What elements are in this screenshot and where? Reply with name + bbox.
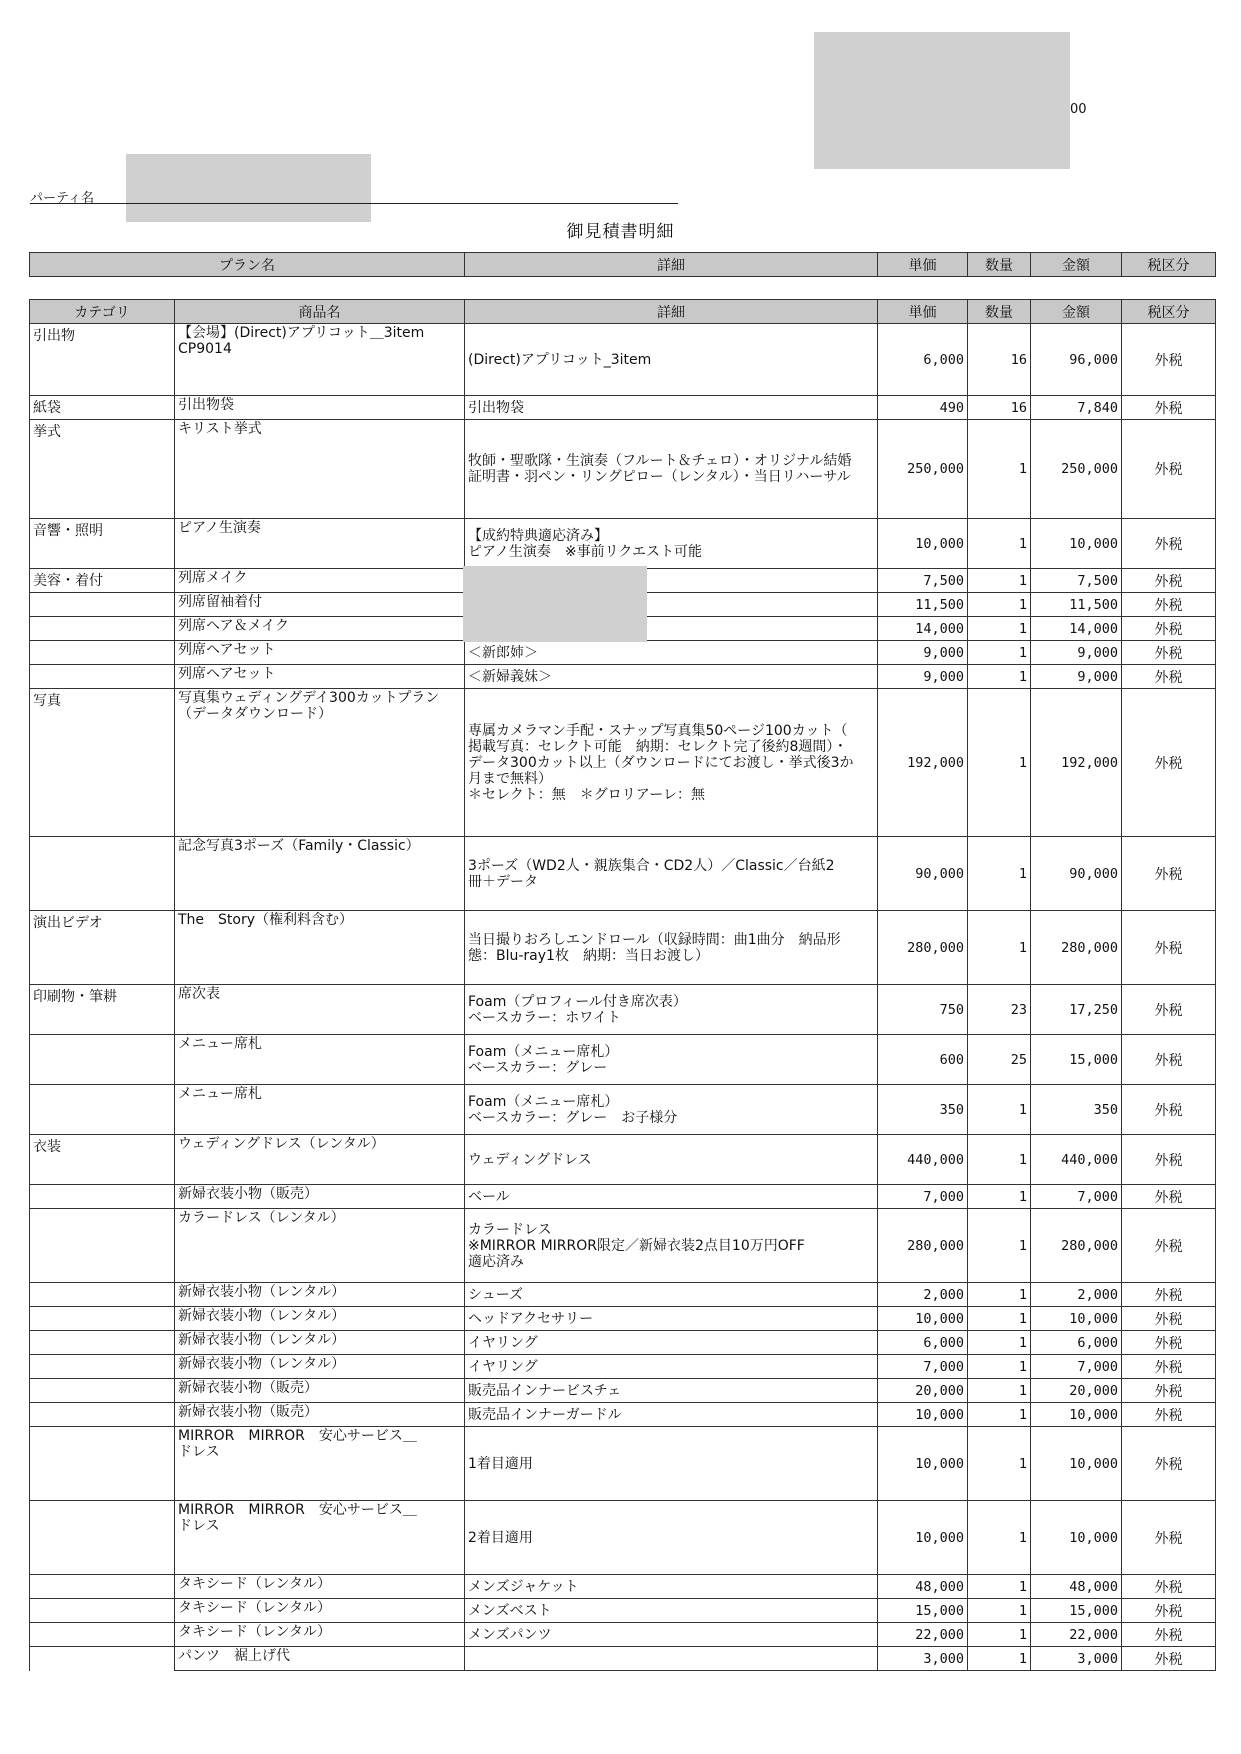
detail-cell: イヤリング bbox=[465, 1355, 878, 1379]
tax-type-cell: 外税 bbox=[1122, 1599, 1216, 1623]
detail-cell: ウェディングドレス bbox=[465, 1135, 878, 1185]
unit-price-cell: 10,000 bbox=[878, 1427, 968, 1501]
detail-cell: ベール bbox=[465, 1185, 878, 1209]
tax-type-cell: 外税 bbox=[1122, 420, 1216, 519]
detail-cell: 販売品インナービスチェ bbox=[465, 1379, 878, 1403]
item-name-cell: カラードレス（レンタル） bbox=[175, 1209, 465, 1283]
detail-cell: シューズ bbox=[465, 1283, 878, 1307]
unit-price-cell: 20,000 bbox=[878, 1379, 968, 1403]
table-row bbox=[30, 985, 1216, 1035]
category-cell bbox=[30, 1623, 175, 1647]
category-cell: 写真 bbox=[30, 689, 175, 837]
quantity-cell: 1 bbox=[968, 1331, 1031, 1355]
quantity-cell: 1 bbox=[968, 1307, 1031, 1331]
detail-cell: ＜新婦義妹＞ bbox=[465, 665, 878, 689]
quantity-cell: 1 bbox=[968, 1135, 1031, 1185]
redacted-detail-cells bbox=[463, 566, 647, 642]
plan-header-cell: 数量 bbox=[968, 253, 1031, 277]
unit-price-cell: 250,000 bbox=[878, 420, 968, 519]
unit-price-cell: 7,000 bbox=[878, 1355, 968, 1379]
amount-cell: 11,500 bbox=[1031, 593, 1122, 617]
amount-cell: 10,000 bbox=[1031, 1307, 1122, 1331]
unit-price-cell: 750 bbox=[878, 985, 968, 1035]
unit-price-cell: 6,000 bbox=[878, 324, 968, 396]
category-cell bbox=[30, 1575, 175, 1599]
category-cell bbox=[30, 1355, 175, 1379]
item-name-cell: メニュー席札 bbox=[175, 1035, 465, 1085]
table-row bbox=[30, 1403, 1216, 1427]
detail-cell: Foam（プロフィール付き席次表） ベースカラー：ホワイト bbox=[465, 985, 878, 1035]
tax-type-cell: 外税 bbox=[1122, 1283, 1216, 1307]
category-cell bbox=[30, 1035, 175, 1085]
tax-type-cell: 外税 bbox=[1122, 1085, 1216, 1135]
tax-type-cell: 外税 bbox=[1122, 324, 1216, 396]
amount-cell: 10,000 bbox=[1031, 519, 1122, 569]
table-row bbox=[30, 1355, 1216, 1379]
table-row bbox=[30, 1085, 1216, 1135]
unit-price-cell: 490 bbox=[878, 396, 968, 420]
plan-table-header bbox=[30, 253, 1216, 277]
category-cell bbox=[30, 1599, 175, 1623]
item-name-cell: タキシード（レンタル） bbox=[175, 1575, 465, 1599]
tax-type-cell: 外税 bbox=[1122, 1403, 1216, 1427]
unit-price-cell: 15,000 bbox=[878, 1599, 968, 1623]
amount-cell: 48,000 bbox=[1031, 1575, 1122, 1599]
quantity-cell: 1 bbox=[968, 593, 1031, 617]
category-cell bbox=[30, 1427, 175, 1501]
category-cell bbox=[30, 641, 175, 665]
amount-cell: 9,000 bbox=[1031, 665, 1122, 689]
tax-type-cell: 外税 bbox=[1122, 1427, 1216, 1501]
tax-type-cell: 外税 bbox=[1122, 1035, 1216, 1085]
detail-header-cell: 税区分 bbox=[1122, 300, 1216, 324]
item-name-cell: 列席ヘアセット bbox=[175, 641, 465, 665]
item-name-cell: ウェディングドレス（レンタル） bbox=[175, 1135, 465, 1185]
quantity-cell: 1 bbox=[968, 1209, 1031, 1283]
tax-type-cell: 外税 bbox=[1122, 519, 1216, 569]
category-cell: 演出ビデオ bbox=[30, 911, 175, 985]
table-row bbox=[30, 1209, 1216, 1283]
tax-type-cell: 外税 bbox=[1122, 617, 1216, 641]
quantity-cell: 1 bbox=[968, 689, 1031, 837]
item-name-cell: 列席ヘアセット bbox=[175, 665, 465, 689]
tax-type-cell: 外税 bbox=[1122, 1185, 1216, 1209]
quantity-cell: 1 bbox=[968, 665, 1031, 689]
amount-cell: 250,000 bbox=[1031, 420, 1122, 519]
amount-cell: 22,000 bbox=[1031, 1623, 1122, 1647]
item-name-cell: 席次表 bbox=[175, 985, 465, 1035]
unit-price-cell: 10,000 bbox=[878, 1501, 968, 1575]
party-name-underline bbox=[30, 203, 678, 204]
unit-price-cell: 14,000 bbox=[878, 617, 968, 641]
item-name-cell: キリスト挙式 bbox=[175, 420, 465, 519]
quantity-cell: 23 bbox=[968, 985, 1031, 1035]
item-name-cell: 新婦衣装小物（レンタル） bbox=[175, 1283, 465, 1307]
unit-price-cell: 10,000 bbox=[878, 1307, 968, 1331]
unit-price-cell: 280,000 bbox=[878, 1209, 968, 1283]
table-row bbox=[30, 1185, 1216, 1209]
unit-price-cell: 192,000 bbox=[878, 689, 968, 837]
tax-type-cell: 外税 bbox=[1122, 1501, 1216, 1575]
amount-cell: 10,000 bbox=[1031, 1403, 1122, 1427]
table-row bbox=[30, 1307, 1216, 1331]
amount-cell: 7,000 bbox=[1031, 1355, 1122, 1379]
unit-price-cell: 6,000 bbox=[878, 1331, 968, 1355]
table-row bbox=[30, 641, 1216, 665]
category-cell bbox=[30, 1209, 175, 1283]
item-name-cell: The Story（権利料含む） bbox=[175, 911, 465, 985]
unit-price-cell: 7,000 bbox=[878, 1185, 968, 1209]
unit-price-cell: 9,000 bbox=[878, 641, 968, 665]
amount-cell: 15,000 bbox=[1031, 1035, 1122, 1085]
tax-type-cell: 外税 bbox=[1122, 985, 1216, 1035]
table-row bbox=[30, 1427, 1216, 1501]
plan-header-cell: 単価 bbox=[878, 253, 968, 277]
redacted-header-block bbox=[814, 32, 1070, 169]
category-cell: 美容・着付 bbox=[30, 569, 175, 593]
unit-price-cell: 10,000 bbox=[878, 519, 968, 569]
category-cell bbox=[30, 1085, 175, 1135]
tax-type-cell: 外税 bbox=[1122, 665, 1216, 689]
quantity-cell: 1 bbox=[968, 1647, 1031, 1671]
unit-price-cell: 440,000 bbox=[878, 1135, 968, 1185]
unit-price-cell: 280,000 bbox=[878, 911, 968, 985]
quantity-cell: 1 bbox=[968, 569, 1031, 593]
table-row bbox=[30, 420, 1216, 519]
amount-cell: 6,000 bbox=[1031, 1331, 1122, 1355]
detail-header-cell: 金額 bbox=[1031, 300, 1122, 324]
table-row bbox=[30, 1379, 1216, 1403]
unit-price-cell: 10,000 bbox=[878, 1403, 968, 1427]
unit-price-cell: 11,500 bbox=[878, 593, 968, 617]
plan-header-cell: 詳細 bbox=[465, 253, 878, 277]
quantity-cell: 16 bbox=[968, 324, 1031, 396]
quantity-cell: 25 bbox=[968, 1035, 1031, 1085]
detail-cell: Foam（メニュー席札） ベースカラー：グレー bbox=[465, 1035, 878, 1085]
amount-cell: 7,000 bbox=[1031, 1185, 1122, 1209]
item-name-cell: ピアノ生演奏 bbox=[175, 519, 465, 569]
unit-price-cell: 350 bbox=[878, 1085, 968, 1135]
detail-cell: 【成約特典適応済み】 ピアノ生演奏 ※事前リクエスト可能 bbox=[465, 519, 878, 569]
item-name-cell: 新婦衣装小物（レンタル） bbox=[175, 1307, 465, 1331]
quantity-cell: 1 bbox=[968, 1623, 1031, 1647]
unit-price-cell: 2,000 bbox=[878, 1283, 968, 1307]
item-name-cell: 写真集ウェディングデイ300カットプラン （データダウンロード） bbox=[175, 689, 465, 837]
table-row bbox=[30, 1599, 1216, 1623]
category-cell: 音響・照明 bbox=[30, 519, 175, 569]
tax-type-cell: 外税 bbox=[1122, 1379, 1216, 1403]
table-row bbox=[30, 837, 1216, 911]
category-cell bbox=[30, 1283, 175, 1307]
category-cell bbox=[30, 617, 175, 641]
quantity-cell: 1 bbox=[968, 911, 1031, 985]
tax-type-cell: 外税 bbox=[1122, 1647, 1216, 1671]
category-cell bbox=[30, 1185, 175, 1209]
detail-cell: 3ポーズ（WD2人・親族集合・CD2人）／Classic／台紙2 冊＋データ bbox=[465, 837, 878, 911]
category-cell: 衣装 bbox=[30, 1135, 175, 1185]
item-name-cell: 新婦衣装小物（レンタル） bbox=[175, 1331, 465, 1355]
category-cell: 引出物 bbox=[30, 324, 175, 396]
item-name-cell: 新婦衣装小物（販売） bbox=[175, 1379, 465, 1403]
tax-type-cell: 外税 bbox=[1122, 837, 1216, 911]
item-name-cell: 新婦衣装小物（販売） bbox=[175, 1185, 465, 1209]
item-name-cell: 列席ヘア＆メイク bbox=[175, 617, 465, 641]
table-row bbox=[30, 1035, 1216, 1085]
category-cell bbox=[30, 1379, 175, 1403]
category-cell bbox=[30, 1403, 175, 1427]
plan-header-cell: プラン名 bbox=[30, 253, 465, 277]
table-row bbox=[30, 519, 1216, 569]
detail-header-cell: カテゴリ bbox=[30, 300, 175, 324]
table-row bbox=[30, 665, 1216, 689]
detail-table bbox=[29, 299, 1216, 1671]
table-row bbox=[30, 1575, 1216, 1599]
quantity-cell: 1 bbox=[968, 1427, 1031, 1501]
amount-cell: 96,000 bbox=[1031, 324, 1122, 396]
plan-table bbox=[29, 252, 1216, 277]
amount-cell: 280,000 bbox=[1031, 911, 1122, 985]
amount-cell: 440,000 bbox=[1031, 1135, 1122, 1185]
header-fragment-text: 00 bbox=[1070, 102, 1087, 117]
item-name-cell: MIRROR MIRROR 安心サービス＿ ドレス bbox=[175, 1501, 465, 1575]
amount-cell: 15,000 bbox=[1031, 1599, 1122, 1623]
detail-cell bbox=[465, 1647, 878, 1671]
quantity-cell: 1 bbox=[968, 1185, 1031, 1209]
unit-price-cell: 48,000 bbox=[878, 1575, 968, 1599]
amount-cell: 7,500 bbox=[1031, 569, 1122, 593]
table-row bbox=[30, 396, 1216, 420]
detail-cell: 当日撮りおろしエンドロール（収録時間：曲1曲分 納品形 態：Blu-ray1枚 納期：当日お渡し） bbox=[465, 911, 878, 985]
amount-cell: 7,840 bbox=[1031, 396, 1122, 420]
category-cell bbox=[30, 1647, 175, 1671]
detail-cell: 引出物袋 bbox=[465, 396, 878, 420]
detail-cell: 1着目適用 bbox=[465, 1427, 878, 1501]
detail-cell: 専属カメラマン手配・スナップ写真集50ページ100カット（ 掲載写真：セレクト可能 納期：セレクト完了後約8週間）・ データ300カット以上（ダウンロードにてお渡し・挙式後3か 月まで無料） ＊セレクト：無 ＊グロリアーレ：無 bbox=[465, 689, 878, 837]
category-cell bbox=[30, 1307, 175, 1331]
tax-type-cell: 外税 bbox=[1122, 641, 1216, 665]
detail-table-header bbox=[30, 300, 1216, 324]
amount-cell: 10,000 bbox=[1031, 1427, 1122, 1501]
table-row bbox=[30, 1331, 1216, 1355]
unit-price-cell: 3,000 bbox=[878, 1647, 968, 1671]
tax-type-cell: 外税 bbox=[1122, 1623, 1216, 1647]
detail-cell: Foam（メニュー席札） ベースカラー：グレー お子様分 bbox=[465, 1085, 878, 1135]
plan-header-cell: 税区分 bbox=[1122, 253, 1216, 277]
quantity-cell: 1 bbox=[968, 1085, 1031, 1135]
amount-cell: 2,000 bbox=[1031, 1283, 1122, 1307]
item-name-cell: タキシード（レンタル） bbox=[175, 1599, 465, 1623]
detail-cell: イヤリング bbox=[465, 1331, 878, 1355]
detail-header-cell: 商品名 bbox=[175, 300, 465, 324]
item-name-cell: 列席留袖着付 bbox=[175, 593, 465, 617]
amount-cell: 350 bbox=[1031, 1085, 1122, 1135]
tax-type-cell: 外税 bbox=[1122, 1135, 1216, 1185]
detail-header-cell: 単価 bbox=[878, 300, 968, 324]
quantity-cell: 1 bbox=[968, 1283, 1031, 1307]
category-cell bbox=[30, 665, 175, 689]
item-name-cell: 記念写真3ポーズ（Family・Classic） bbox=[175, 837, 465, 911]
redacted-party-name bbox=[126, 154, 371, 222]
quantity-cell: 1 bbox=[968, 617, 1031, 641]
detail-cell: メンズパンツ bbox=[465, 1623, 878, 1647]
item-name-cell: タキシード（レンタル） bbox=[175, 1623, 465, 1647]
tax-type-cell: 外税 bbox=[1122, 1355, 1216, 1379]
item-name-cell: パンツ 裾上げ代 bbox=[175, 1647, 465, 1671]
tax-type-cell: 外税 bbox=[1122, 1575, 1216, 1599]
plan-header-cell: 金額 bbox=[1031, 253, 1122, 277]
amount-cell: 20,000 bbox=[1031, 1379, 1122, 1403]
item-name-cell: メニュー席札 bbox=[175, 1085, 465, 1135]
quantity-cell: 1 bbox=[968, 1501, 1031, 1575]
table-row bbox=[30, 1623, 1216, 1647]
quantity-cell: 1 bbox=[968, 1599, 1031, 1623]
item-name-cell: 列席メイク bbox=[175, 569, 465, 593]
amount-cell: 280,000 bbox=[1031, 1209, 1122, 1283]
detail-cell: 牧師・聖歌隊・生演奏（フルート＆チェロ）・オリジナル結婚 証明書・羽ペン・リングピロー（レンタル）・当日リハーサル bbox=[465, 420, 878, 519]
amount-cell: 10,000 bbox=[1031, 1501, 1122, 1575]
table-row bbox=[30, 911, 1216, 985]
detail-cell: 2着目適用 bbox=[465, 1501, 878, 1575]
quantity-cell: 1 bbox=[968, 420, 1031, 519]
category-cell: 印刷物・筆耕 bbox=[30, 985, 175, 1035]
tax-type-cell: 外税 bbox=[1122, 569, 1216, 593]
detail-cell: カラードレス ※MIRROR MIRROR限定／新婦衣装2点目10万円OFF 適応済み bbox=[465, 1209, 878, 1283]
quantity-cell: 16 bbox=[968, 396, 1031, 420]
document-title: 御見積書明細 bbox=[566, 222, 675, 242]
item-name-cell: 新婦衣装小物（レンタル） bbox=[175, 1355, 465, 1379]
item-name-cell: 引出物袋 bbox=[175, 396, 465, 420]
table-row bbox=[30, 1135, 1216, 1185]
detail-cell: メンズベスト bbox=[465, 1599, 878, 1623]
item-name-cell: 【会場】(Direct)アプリコット＿3item CP9014 bbox=[175, 324, 465, 396]
tax-type-cell: 外税 bbox=[1122, 396, 1216, 420]
detail-cell: メンズジャケット bbox=[465, 1575, 878, 1599]
table-row bbox=[30, 1283, 1216, 1307]
quantity-cell: 1 bbox=[968, 1575, 1031, 1599]
category-cell bbox=[30, 837, 175, 911]
table-row bbox=[30, 689, 1216, 837]
tax-type-cell: 外税 bbox=[1122, 911, 1216, 985]
table-row bbox=[30, 1647, 1216, 1671]
category-cell: 挙式 bbox=[30, 420, 175, 519]
detail-cell: (Direct)アプリコット_3item bbox=[465, 324, 878, 396]
amount-cell: 3,000 bbox=[1031, 1647, 1122, 1671]
category-cell bbox=[30, 1331, 175, 1355]
category-cell bbox=[30, 1501, 175, 1575]
unit-price-cell: 9,000 bbox=[878, 665, 968, 689]
tax-type-cell: 外税 bbox=[1122, 1307, 1216, 1331]
amount-cell: 192,000 bbox=[1031, 689, 1122, 837]
table-row bbox=[30, 324, 1216, 396]
unit-price-cell: 600 bbox=[878, 1035, 968, 1085]
detail-cell: 販売品インナーガードル bbox=[465, 1403, 878, 1427]
tax-type-cell: 外税 bbox=[1122, 1209, 1216, 1283]
quantity-cell: 1 bbox=[968, 837, 1031, 911]
detail-cell: ヘッドアクセサリー bbox=[465, 1307, 878, 1331]
tax-type-cell: 外税 bbox=[1122, 1331, 1216, 1355]
party-name-label: パーティ名 bbox=[30, 191, 94, 206]
amount-cell: 9,000 bbox=[1031, 641, 1122, 665]
quantity-cell: 1 bbox=[968, 519, 1031, 569]
quantity-cell: 1 bbox=[968, 1379, 1031, 1403]
detail-cell: ＜新郎姉＞ bbox=[465, 641, 878, 665]
tax-type-cell: 外税 bbox=[1122, 689, 1216, 837]
category-cell bbox=[30, 593, 175, 617]
tax-type-cell: 外税 bbox=[1122, 593, 1216, 617]
amount-cell: 17,250 bbox=[1031, 985, 1122, 1035]
item-name-cell: MIRROR MIRROR 安心サービス＿ ドレス bbox=[175, 1427, 465, 1501]
quantity-cell: 1 bbox=[968, 1355, 1031, 1379]
unit-price-cell: 90,000 bbox=[878, 837, 968, 911]
detail-header-cell: 詳細 bbox=[465, 300, 878, 324]
unit-price-cell: 7,500 bbox=[878, 569, 968, 593]
table-row bbox=[30, 1501, 1216, 1575]
quantity-cell: 1 bbox=[968, 1403, 1031, 1427]
amount-cell: 90,000 bbox=[1031, 837, 1122, 911]
detail-header-cell: 数量 bbox=[968, 300, 1031, 324]
unit-price-cell: 22,000 bbox=[878, 1623, 968, 1647]
quantity-cell: 1 bbox=[968, 641, 1031, 665]
item-name-cell: 新婦衣装小物（販売） bbox=[175, 1403, 465, 1427]
amount-cell: 14,000 bbox=[1031, 617, 1122, 641]
category-cell: 紙袋 bbox=[30, 396, 175, 420]
